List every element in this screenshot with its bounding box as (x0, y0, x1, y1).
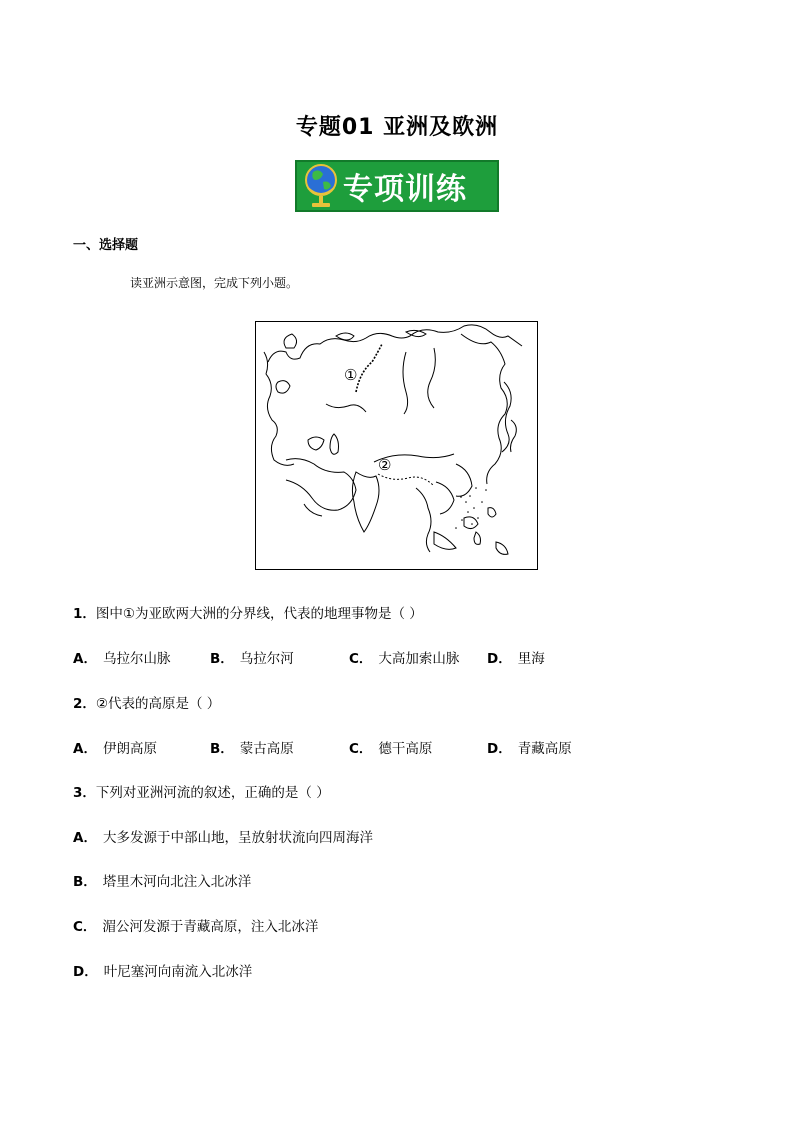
q2-option-a[interactable]: A． 伊朗高原 (73, 741, 157, 757)
q1-option-b[interactable]: B． 乌拉尔河 (210, 651, 294, 667)
intro-text: 读亚洲示意图，完成下列小题。 (130, 276, 299, 290)
question-number: 3． (73, 785, 96, 801)
asia-outline-map (256, 322, 538, 570)
q1-option-a[interactable]: A． 乌拉尔山脉 (73, 651, 171, 667)
q3-option-d[interactable]: D． 叶尼塞河向南流入北冰洋 (73, 964, 253, 980)
question-text: 下列对亚洲河流的叙述，正确的是（ ） (95, 785, 330, 801)
question-number: 2． (73, 696, 96, 712)
asia-map (255, 321, 538, 570)
q2-option-b[interactable]: B． 蒙古高原 (210, 741, 294, 757)
question-3 (73, 781, 330, 801)
map-marker-2: ② (378, 456, 392, 474)
q3-option-a[interactable]: A． 大多发源于中部山地，呈放射状流向四周海洋 (73, 830, 373, 846)
q1-option-d[interactable]: D． 里海 (487, 651, 545, 667)
question-1 (73, 602, 423, 622)
question-text: 图中①为亚欧两大洲的分界线，代表的地理事物是（ ） (95, 606, 423, 622)
section-heading: 一、选择题 (73, 238, 139, 253)
question-2 (73, 692, 220, 712)
banner-text: 专项训练 (343, 172, 467, 207)
question-number: 1． (73, 606, 96, 622)
q2-option-d[interactable]: D． 青藏高原 (487, 741, 572, 757)
page-title: 专题01 亚洲及欧洲 (295, 115, 499, 140)
q3-option-c[interactable]: C． 湄公河发源于青藏高原，注入北冰洋 (73, 919, 319, 935)
map-marker-1: ① (344, 366, 358, 384)
q2-option-c[interactable]: C． 德干高原 (349, 741, 433, 757)
question-text: ②代表的高原是（ ） (95, 696, 221, 712)
section-banner (295, 160, 499, 212)
q1-option-c[interactable]: C． 大高加索山脉 (349, 651, 460, 667)
q3-option-b[interactable]: B． 塔里木河向北注入北冰洋 (73, 874, 252, 890)
globe-icon (301, 162, 341, 210)
